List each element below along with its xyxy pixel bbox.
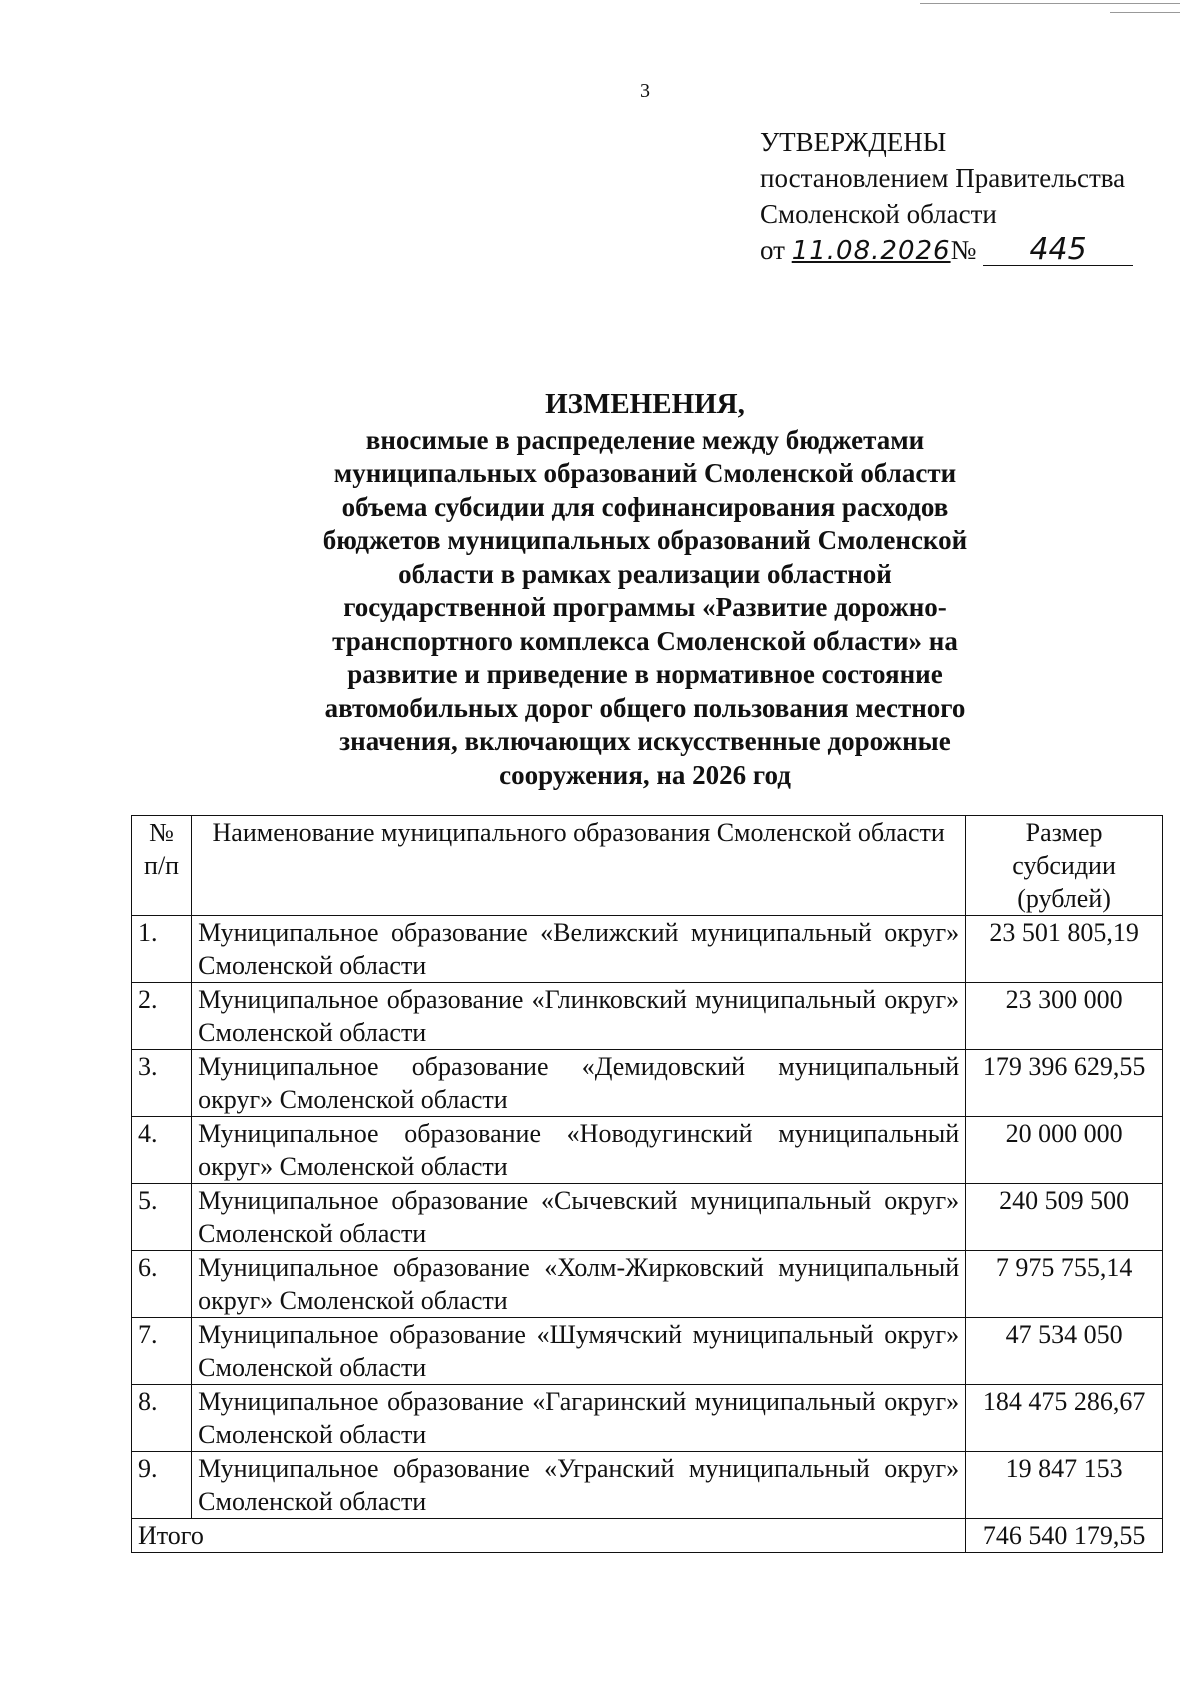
row-num: 2.: [132, 983, 192, 1050]
subsidy-table: [131, 815, 1163, 1553]
title-line: муниципальных образований Смоленской области: [333, 458, 957, 488]
scan-artifact-line: [1110, 12, 1180, 13]
row-num: 4.: [132, 1117, 192, 1184]
row-amount: 20 000 000: [966, 1117, 1163, 1184]
table-row: [132, 1318, 1163, 1385]
row-name: Муниципальное образование «Холм-Жирковский муниципальный округ» Смоленской области: [192, 1251, 966, 1318]
number-prefix: №: [950, 235, 977, 265]
row-num: 6.: [132, 1251, 192, 1318]
approval-stamp: [760, 124, 1133, 269]
table-row: [132, 1117, 1163, 1184]
header-name: Наименование муниципального образования Смоленской области: [192, 816, 966, 916]
row-name: Муниципальное образование «Угранский муниципальный округ» Смоленской области: [192, 1452, 966, 1519]
row-amount: 179 396 629,55: [966, 1050, 1163, 1117]
title-line: бюджетов муниципальных образований Смоленской: [322, 525, 968, 555]
row-num: 9.: [132, 1452, 192, 1519]
table-row: [132, 916, 1163, 983]
row-amount: 184 475 286,67: [966, 1385, 1163, 1452]
total-label: Итого: [132, 1519, 966, 1553]
row-name: Муниципальное образование «Шумячский муниципальный округ» Смоленской области: [192, 1318, 966, 1385]
approval-line-1: постановлением Правительства: [760, 163, 1126, 193]
row-num: 7.: [132, 1318, 192, 1385]
table-row: [132, 1184, 1163, 1251]
approval-heading: УТВЕРЖДЕНЫ: [760, 127, 947, 157]
title-line: вносимые в распределение между бюджетами: [365, 424, 925, 455]
header-amount: Размер субсидии (рублей): [966, 816, 1163, 916]
total-row: [132, 1519, 1163, 1553]
title-line: объема субсидии для софинансирования расходов: [341, 491, 949, 522]
table-row: [132, 1050, 1163, 1117]
handwritten-number: 445: [983, 235, 1133, 266]
title-line: значения, включающих искусственные дорожные: [339, 726, 951, 756]
row-num: 5.: [132, 1184, 192, 1251]
row-amount: 47 534 050: [966, 1318, 1163, 1385]
title-line: автомобильных дорог общего пользования местного: [324, 692, 966, 723]
row-amount: 7 975 755,14: [966, 1251, 1163, 1318]
title-line: государственной программы «Развитие дорожно-: [343, 592, 947, 622]
row-name: Муниципальное образование «Велижский муниципальный округ» Смоленской области: [192, 916, 966, 983]
row-amount: 19 847 153: [966, 1452, 1163, 1519]
table-row: [132, 1385, 1163, 1452]
header-num: № п/п: [132, 816, 192, 916]
handwritten-date: 11.08.2026: [791, 236, 951, 266]
row-name: Муниципальное образование «Сычевский муниципальный округ» Смоленской области: [192, 1184, 966, 1251]
title-line: области в рамках реализации областной: [398, 558, 892, 589]
page-number: 3: [640, 80, 650, 102]
total-amount: 746 540 179,55: [966, 1519, 1163, 1553]
row-num: 3.: [132, 1050, 192, 1117]
title-line: транспортного комплекса Смоленской области» на: [332, 625, 958, 656]
date-prefix: от: [760, 235, 785, 265]
title-main: ИЗМЕНЕНИЯ,: [545, 388, 745, 420]
scan-artifact-line: [920, 3, 1180, 4]
table-row: [132, 1251, 1163, 1318]
row-name: Муниципальное образование «Демидовский муниципальный округ» Смоленской области: [192, 1050, 966, 1117]
row-name: Муниципальное образование «Новодугинский муниципальный округ» Смоленской области: [192, 1117, 966, 1184]
row-amount: 240 509 500: [966, 1184, 1163, 1251]
approval-line-2: Смоленской области: [760, 199, 997, 229]
title-line: сооружения, на 2026 год: [499, 759, 791, 790]
row-amount: 23 300 000: [966, 983, 1163, 1050]
table-header-row: [132, 816, 1163, 916]
row-name: Муниципальное образование «Глинковский муниципальный округ» Смоленской области: [192, 983, 966, 1050]
table-row: [132, 983, 1163, 1050]
table-row: [132, 1452, 1163, 1519]
row-amount: 23 501 805,19: [966, 916, 1163, 983]
approval-date-line: [760, 232, 1133, 269]
row-name: Муниципальное образование «Гагаринский муниципальный округ» Смоленской области: [192, 1385, 966, 1452]
title-line: развитие и приведение в нормативное состояние: [347, 659, 943, 689]
row-num: 1.: [132, 916, 192, 983]
row-num: 8.: [132, 1385, 192, 1452]
document-title: [270, 388, 1020, 792]
